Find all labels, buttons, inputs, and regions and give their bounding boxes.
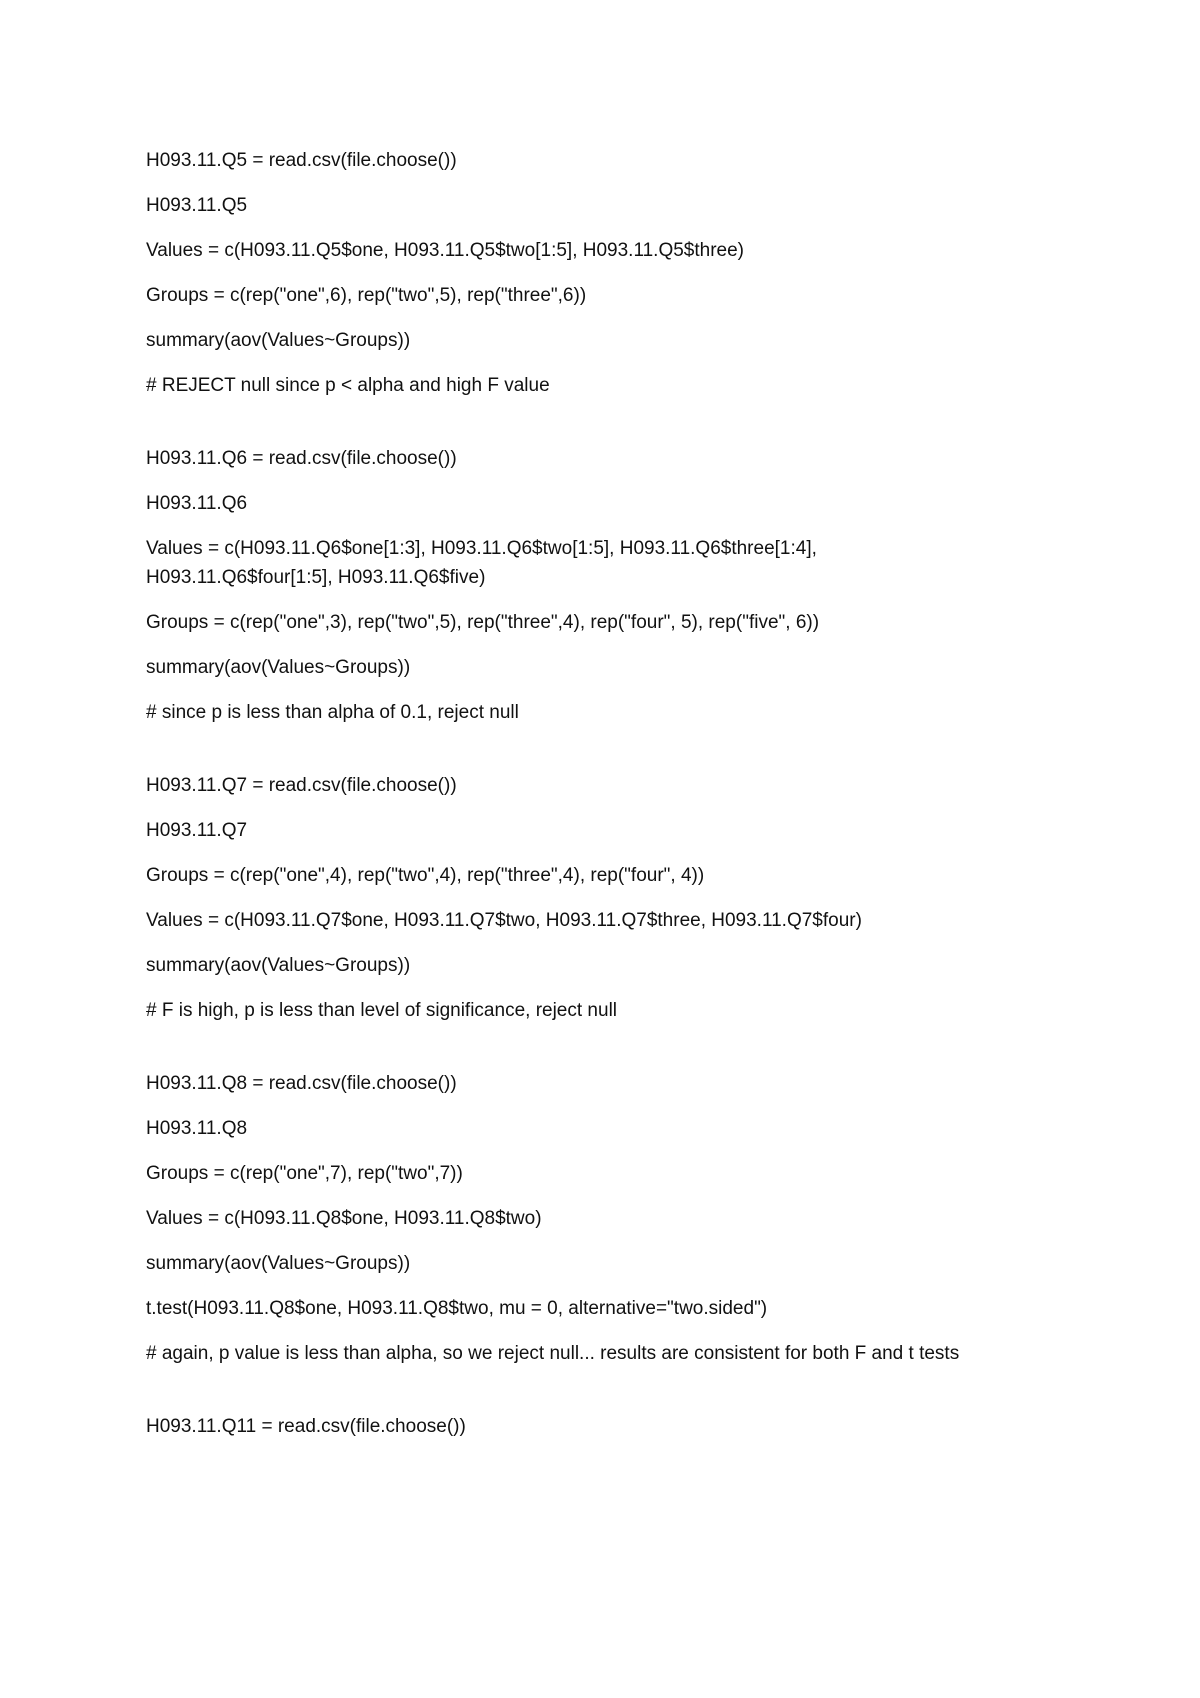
code-comment: # since p is less than alpha of 0.1, reject null <box>146 702 519 723</box>
code-line: H093.11.Q7 <box>146 820 248 841</box>
code-line: t.test(H093.11.Q8$one, H093.11.Q8$two, mu = 0, alternative="two.sided") <box>146 1298 768 1319</box>
code-line: summary(aov(Values~Groups)) <box>146 1253 411 1274</box>
code-line: Values = c(H093.11.Q7$one, H093.11.Q7$two, H093.11.Q7$three, H093.11.Q7$four) <box>146 910 862 931</box>
code-line: H093.11.Q7 = read.csv(file.choose()) <box>146 775 457 796</box>
code-comment: # again, p value is less than alpha, so we reject null... results are consistent for both F and t tests <box>146 1343 960 1364</box>
code-comment: # REJECT null since p < alpha and high F value <box>146 375 550 396</box>
code-block-q11 <box>146 1412 1066 1441</box>
code-line: H093.11.Q6 = read.csv(file.choose()) <box>146 448 457 469</box>
code-line: Groups = c(rep("one",3), rep("two",5), rep("three",4), rep("four", 5), rep("five", 6)) <box>146 612 820 633</box>
code-line: Values = c(H093.11.Q6$one[1:3], H093.11.Q6$two[1:5], H093.11.Q6$three[1:4], H093.11.Q6$four[1:5], H093.11.Q6$five) <box>146 538 817 588</box>
document-body <box>146 146 1066 1485</box>
code-block-q8 <box>146 1069 1066 1368</box>
code-comment: # F is high, p is less than level of significance, reject null <box>146 1000 618 1021</box>
code-line: summary(aov(Values~Groups)) <box>146 330 411 351</box>
code-line: H093.11.Q5 <box>146 195 248 216</box>
code-block-q6 <box>146 444 1066 727</box>
code-block-q5 <box>146 146 1066 400</box>
code-line: summary(aov(Values~Groups)) <box>146 657 411 678</box>
code-block-q7 <box>146 771 1066 1025</box>
code-line: H093.11.Q5 = read.csv(file.choose()) <box>146 150 457 171</box>
code-line: H093.11.Q8 = read.csv(file.choose()) <box>146 1073 457 1094</box>
code-line: H093.11.Q8 <box>146 1118 248 1139</box>
code-line: Values = c(H093.11.Q8$one, H093.11.Q8$two) <box>146 1208 542 1229</box>
code-line: summary(aov(Values~Groups)) <box>146 955 411 976</box>
code-line: Groups = c(rep("one",7), rep("two",7)) <box>146 1163 463 1184</box>
code-line: Groups = c(rep("one",4), rep("two",4), rep("three",4), rep("four", 4)) <box>146 865 705 886</box>
code-line: H093.11.Q11 = read.csv(file.choose()) <box>146 1416 466 1437</box>
code-line: H093.11.Q6 <box>146 493 248 514</box>
code-line: Groups = c(rep("one",6), rep("two",5), rep("three",6)) <box>146 285 587 306</box>
code-line: Values = c(H093.11.Q5$one, H093.11.Q5$two[1:5], H093.11.Q5$three) <box>146 240 744 261</box>
